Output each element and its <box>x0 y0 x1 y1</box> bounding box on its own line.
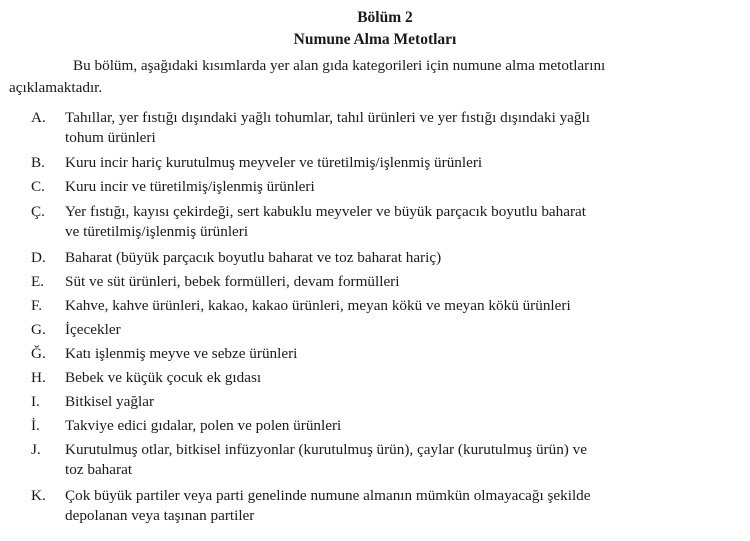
list-item-line: Takviye edici gıdalar, polen ve polen ürünleri <box>65 417 342 434</box>
list-item-letter: İ. <box>31 417 40 434</box>
list-item-line: Kurutulmuş otlar, bitkisel infüzyonlar (kurutulmuş ürün), çaylar (kurutulmuş ürün) ve <box>65 441 587 458</box>
list-item-letter: H. <box>31 369 46 386</box>
list-item-line: Kuru incir hariç kurutulmuş meyveler ve türetilmiş/işlenmiş ürünleri <box>65 154 483 171</box>
list-item-text <box>65 320 741 340</box>
list-item-text <box>65 153 741 173</box>
list-item-text <box>65 177 741 197</box>
list-item-text <box>65 440 741 480</box>
list-item-text <box>65 486 741 526</box>
list-item-letter: B. <box>31 154 45 171</box>
list-item-letter: Ç. <box>31 203 45 220</box>
list-item-line: Kahve, kahve ürünleri, kakao, kakao ürünleri, meyan kökü ve meyan kökü ürünleri <box>65 297 571 314</box>
list-item-letter: I. <box>31 393 40 410</box>
intro-line-1: Bu bölüm, aşağıdaki kısımlarda yer alan gıda kategorileri için numune alma metotlarını <box>73 57 606 74</box>
list-item-letter: D. <box>31 249 46 266</box>
list-item-line: Katı işlenmiş meyve ve sebze ürünleri <box>65 345 298 362</box>
list-item-line: Yer fıstığı, kayısı çekirdeği, sert kabuklu meyveler ve büyük parçacık boyutlu baharat <box>65 203 587 220</box>
list-item-letter: J. <box>31 441 41 458</box>
list-item-text <box>65 108 741 148</box>
list-item-letter: G. <box>31 321 46 338</box>
list-item-line: toz baharat <box>65 461 133 478</box>
section-number: Bölüm 2 <box>357 9 413 26</box>
section-title: Numune Alma Metotları <box>293 31 457 48</box>
list-item-letter: F. <box>31 297 43 314</box>
list-item-text <box>65 416 741 436</box>
list-item-letter: A. <box>31 109 46 126</box>
list-item-text <box>65 296 741 316</box>
list-item-line: tohum ürünleri <box>65 129 156 146</box>
list-item-line: Bitkisel yağlar <box>65 393 154 410</box>
list-item-letter: K. <box>31 487 46 504</box>
intro-line-2: açıklamaktadır. <box>9 79 103 96</box>
list-item-text <box>65 344 741 364</box>
list-item-letter: C. <box>31 178 45 195</box>
list-item-text <box>65 368 741 388</box>
list-item-line: Tahıllar, yer fıstığı dışındaki yağlı tohumlar, tahıl ürünleri ve yer fıstığı dışındaki yağlı <box>65 109 590 126</box>
intro-paragraph <box>9 55 734 99</box>
list-item-line: İçecekler <box>65 321 121 338</box>
list-item-letter: Ğ. <box>31 345 46 362</box>
list-item-letter: E. <box>31 273 45 290</box>
list-item-text <box>65 202 741 242</box>
list-item-line: Bebek ve küçük çocuk ek gıdası <box>65 369 262 386</box>
list-item-line: Kuru incir ve türetilmiş/işlenmiş ürünleri <box>65 178 315 195</box>
list-item-line: Baharat (büyük parçacık boyutlu baharat ve toz baharat hariç) <box>65 249 442 266</box>
list-item-line: ve türetilmiş/işlenmiş ürünleri <box>65 223 249 240</box>
list-item-line: Çok büyük partiler veya parti genelinde numune almanın mümkün olmayacağı şekilde <box>65 487 591 504</box>
list-item-text <box>65 248 741 268</box>
list-item-text <box>65 392 741 412</box>
list-item-text <box>65 272 741 292</box>
list-item-line: Süt ve süt ürünleri, bebek formülleri, devam formülleri <box>65 273 400 290</box>
list-item-line: depolanan veya taşınan partiler <box>65 507 255 524</box>
